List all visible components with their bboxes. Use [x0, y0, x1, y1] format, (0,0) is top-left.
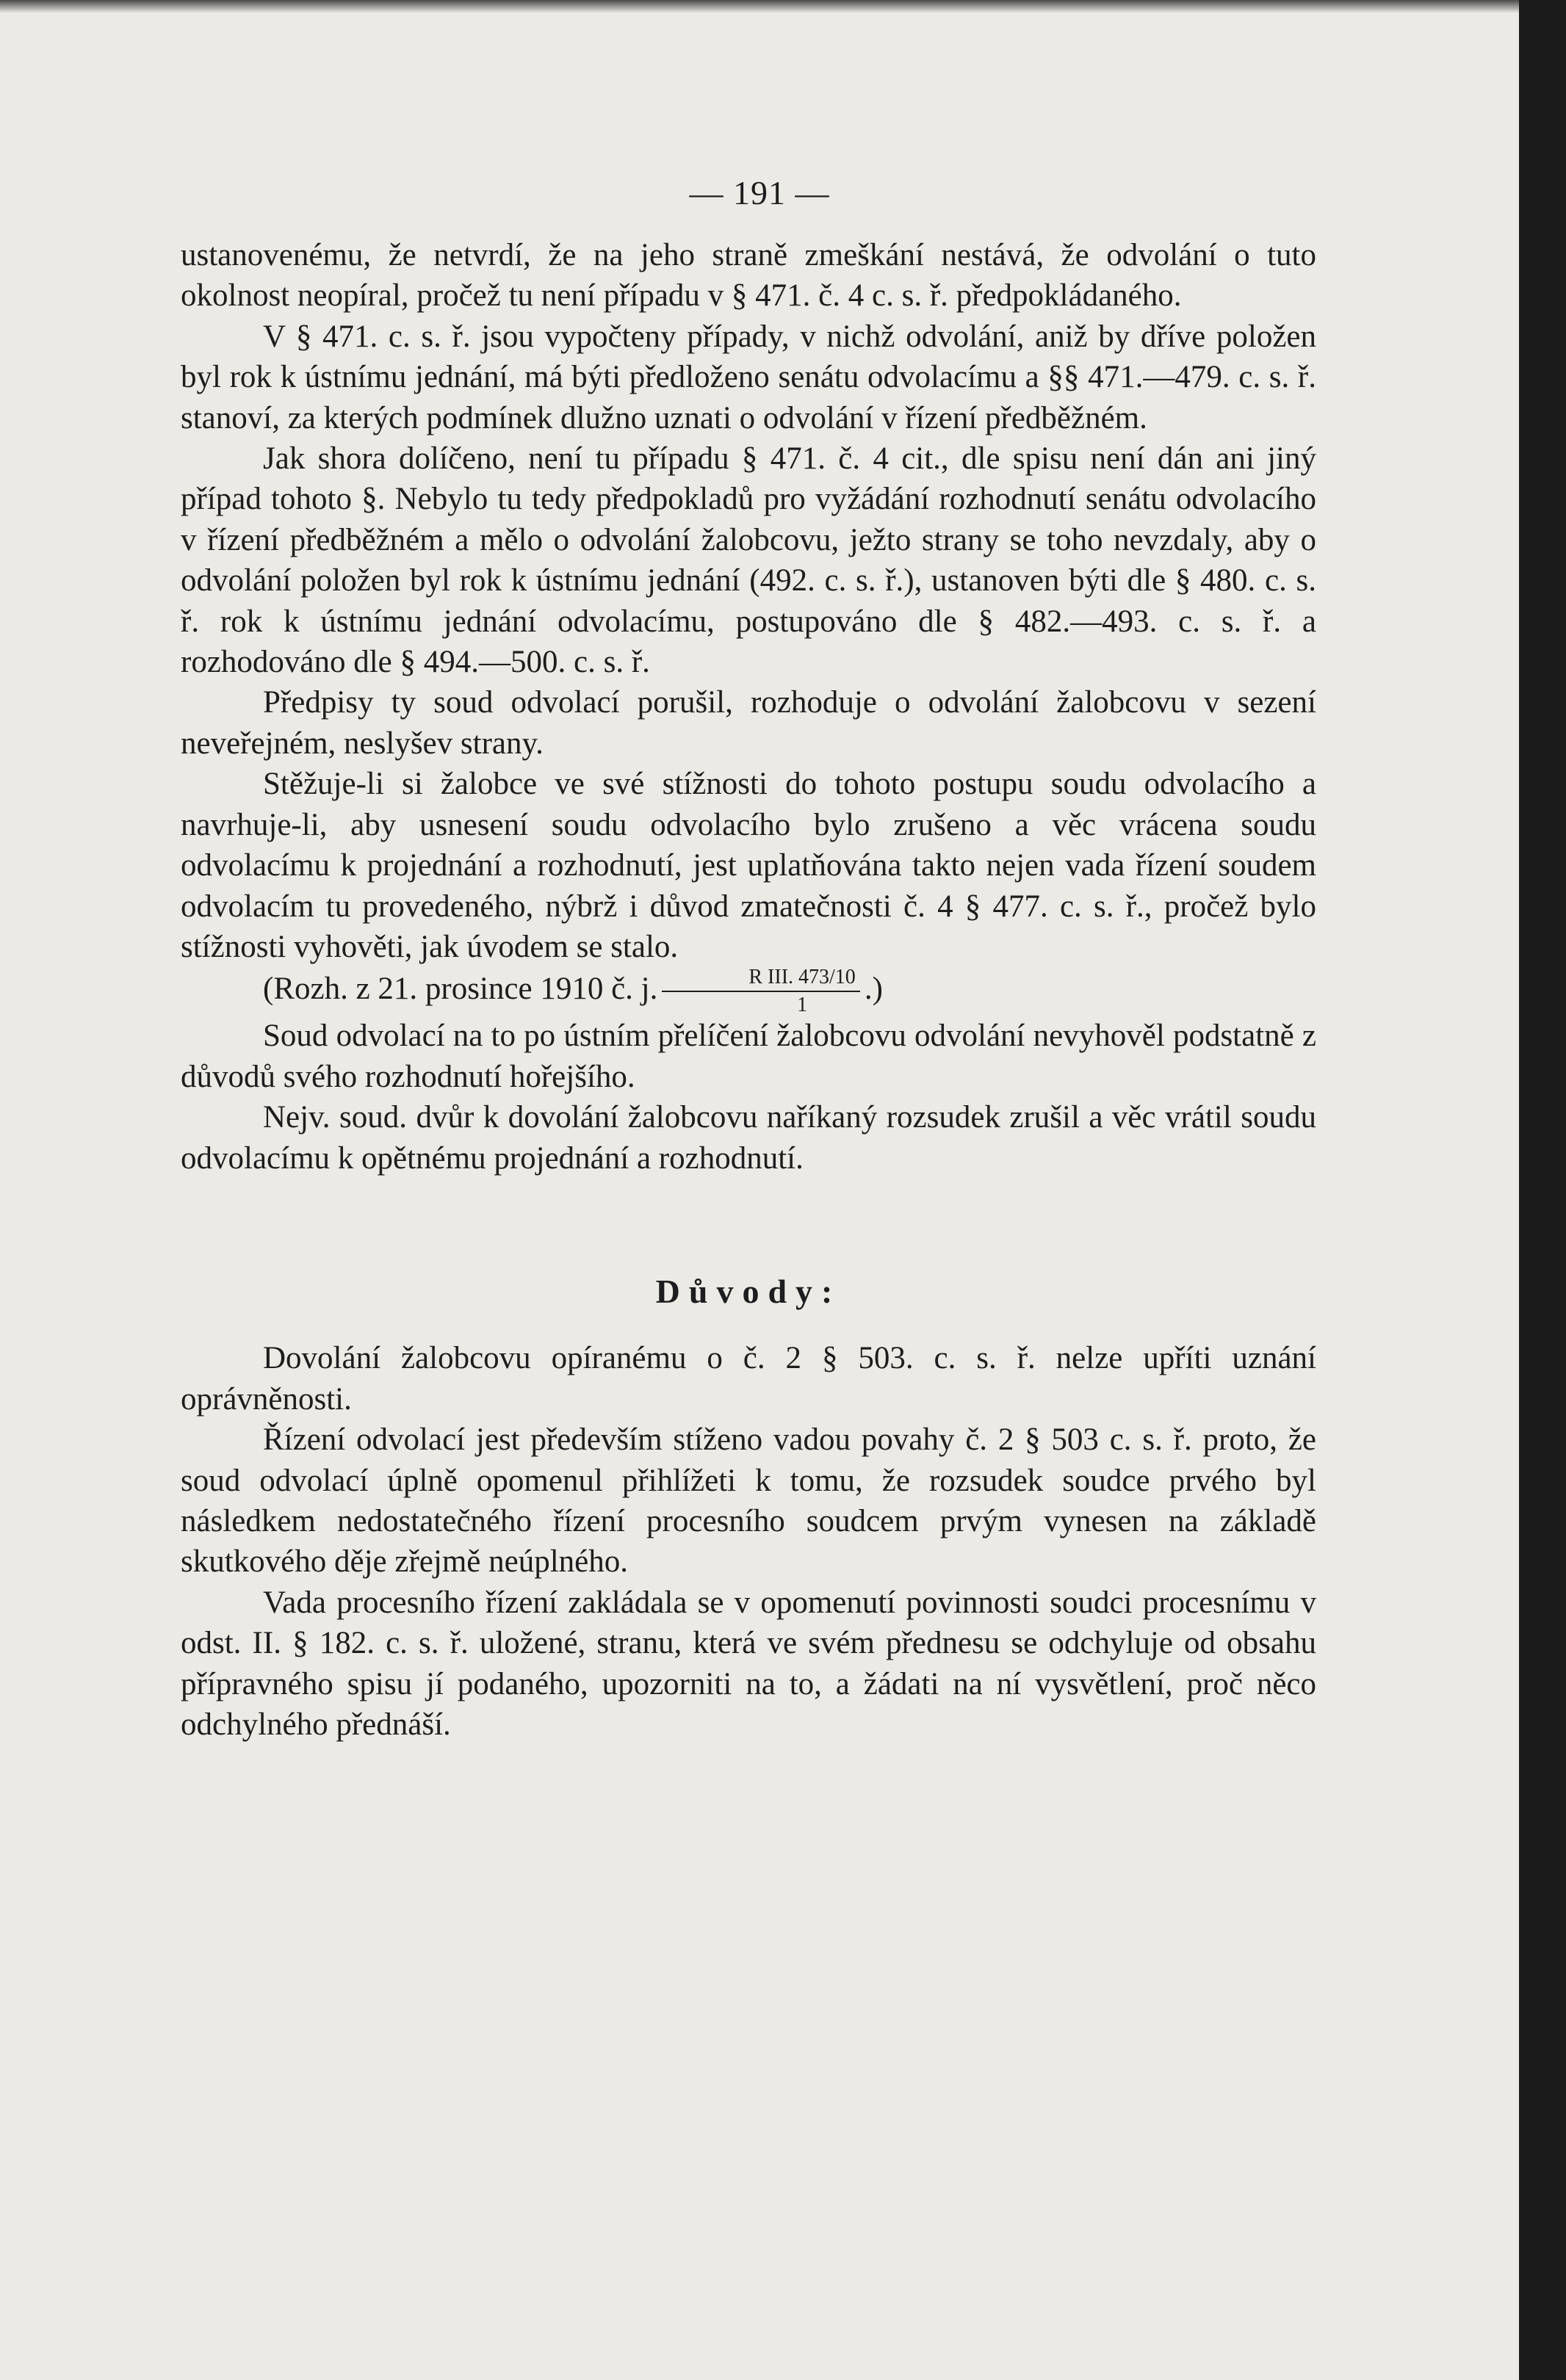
paragraph: Stěžuje-li si žalobce ve své stížnosti do tohoto postupu soudu odvolacího a navrhuje-li, aby usnesení soudu odvolacího bylo zrušeno a věc vrácena soudu odvolacímu k projednání a rozhodnutí, jest uplatňována takto nejen vada řízení soudem odvolacím tu provedeného, nýbrž i důvod zmatečnosti č. 4 § 477. c. s. ř., pročež bylo stížnosti vyhověti, jak úvodem se stalo. [181, 767, 1316, 964]
paragraph: Nejv. soud. dvůr k dovolání žalobcovu naříkaný rozsudek zrušil a věc vrátil soudu odvolacímu k opětnému projednání a rozhodnutí. [181, 1100, 1316, 1176]
paragraph: Jak shora dolíčeno, není tu případu § 471. č. 4 cit., dle spisu není dán ani jiný případ tohoto §. Nebylo tu tedy předpokladů pro vyžádání rozhodnutí senátu odvolacího v řízení předběžném a mělo o odvolání žalobcovu, ježto strany se toho nevzdaly, aby o odvolání položen byl rok k ústnímu jednání (492. c. s. ř.), ustanoven býti dle § 480. c. s. ř. rok k ústnímu jednání odvolacímu, postupováno dle § 482.—493. c. s. ř. a rozhodováno dle § 494.—500. c. s. ř. [181, 441, 1316, 680]
paragraph: Předpisy ty soud odvolací porušil, rozhoduje o odvolání žalobcovu v sezení neveřejném, neslyšev strany. [181, 685, 1316, 761]
scan-edge [0, 0, 1519, 13]
case-citation [181, 967, 1316, 1016]
paragraph: V § 471. c. s. ř. jsou vypočteny případy, v nichž odvolání, aniž by dříve položen byl rok k ústnímu jednání, má býti předloženo senátu odvolacímu a §§ 471.—479. c. s. ř. stanoví, za kterých podmínek dlužno uznati o odvolání v řízení předběžném. [181, 319, 1316, 435]
citation-prefix: (Rozh. z 21. prosince 1910 č. j. [263, 972, 658, 1007]
citation-fraction [662, 967, 859, 1016]
section-heading: Důvody: [655, 1272, 842, 1310]
paragraph: Vada procesního řízení zakládala se v opomenutí povinnosti soudci procesnímu v odst. II. § 182. c. s. ř. uložené, stranu, která ve svém přednesu se odchyluje od obsahu přípravného spisu jí podaného, upozorniti na to, a žádati na ní vysvětlení, proč něco odchylného přednáší. [181, 1585, 1316, 1742]
paragraph: Řízení odvolací jest především stíženo vadou povahy č. 2 § 503 c. s. ř. proto, že soud odvolací úplně opomenul přihlížeti k tomu, že rozsudek soudce prvého byl následkem nedostatečného řízení procesního soudcem prvým vynesen na základě skutkového děje zřejmě neúplného. [181, 1422, 1316, 1580]
paragraph: Dovolání žalobcovu opíranému o č. 2 § 503. c. s. ř. nelze upříti uznání oprávněnosti. [181, 1341, 1316, 1417]
section-spacer [181, 1179, 1316, 1271]
body-text [181, 235, 1316, 1745]
citation-suffix: .) [864, 972, 883, 1007]
paragraph: ustanovenému, že netvrdí, že na jeho straně zmeškání nestává, že odvolání o tuto okolnost neopíral, pročež tu není případu v § 471. č. 4 c. s. ř. předpokládaného. [181, 238, 1316, 314]
paragraph: Soud odvolací na to po ústním přelíčení žalobcovu odvolání nevyhověl podstatně z důvodů svého rozhodnutí hořejšího. [181, 1019, 1316, 1094]
page-number: — 191 — [689, 174, 830, 211]
citation-numerator: R III. 473/10 [662, 967, 859, 992]
citation-denominator: 1 [797, 994, 808, 1017]
